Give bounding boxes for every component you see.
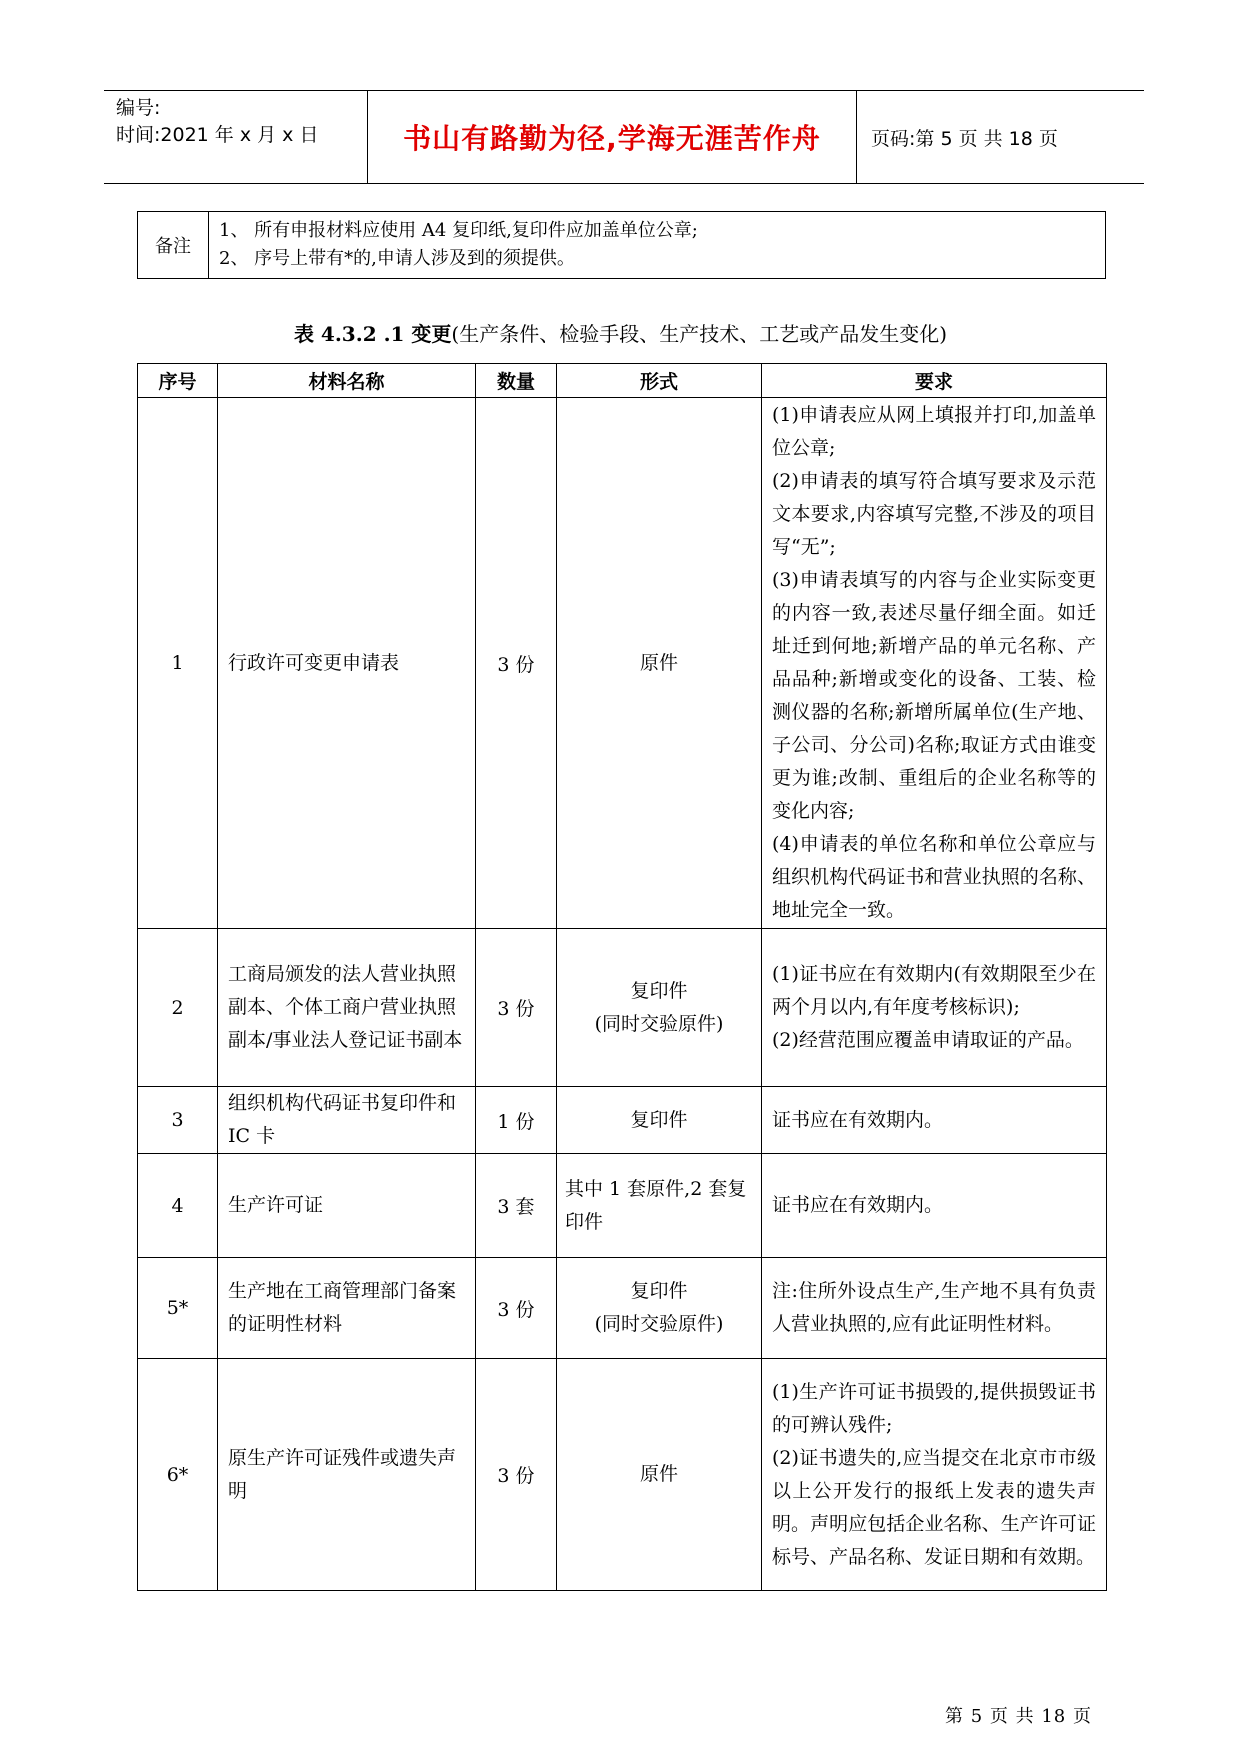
page-footer: 第 5 页 共 18 页 bbox=[945, 1706, 1092, 1727]
row-form: 原件 bbox=[557, 1359, 762, 1591]
req-item: 证书应在有效期内。 bbox=[772, 1108, 944, 1131]
row-name: 生产地在工商管理部门备案的证明性材料 bbox=[218, 1258, 476, 1359]
header-form: 形式 bbox=[557, 364, 762, 398]
header-no: 序号 bbox=[138, 364, 218, 398]
table-caption-rest: (生产条件、检验手段、生产技术、工艺或产品发生变化) bbox=[451, 322, 948, 346]
table-row bbox=[138, 1154, 1107, 1258]
row-no: 4 bbox=[138, 1154, 218, 1258]
row-no: 6* bbox=[138, 1359, 218, 1591]
row-no: 5* bbox=[138, 1258, 218, 1359]
note-line: 1、 所有申报材料应使用 A4 复印纸,复印件应加盖单位公章; bbox=[219, 220, 698, 241]
row-form: 其中 1 套原件,2 套复印件 bbox=[557, 1154, 762, 1258]
table-row bbox=[138, 1258, 1107, 1359]
page-header bbox=[104, 90, 1144, 184]
req-item: (1)生产许可证书损毁的,提供损毁证书的可辨认残件; bbox=[772, 1380, 1096, 1436]
req-item: (2)申请表的填写符合填写要求及示范文本要求,内容填写完整,不涉及的项目写“无”; bbox=[772, 470, 1096, 558]
row-req bbox=[762, 929, 1107, 1087]
row-req bbox=[762, 1359, 1107, 1591]
row-form bbox=[557, 929, 762, 1087]
row-form bbox=[557, 1258, 762, 1359]
row-req bbox=[762, 1258, 1107, 1359]
table-caption bbox=[0, 318, 1241, 347]
form-note: (同时交验原件) bbox=[594, 1313, 724, 1335]
note-body bbox=[209, 212, 1106, 279]
row-qty: 1 份 bbox=[476, 1087, 557, 1154]
form-text: 复印件 bbox=[630, 979, 688, 1002]
table-row bbox=[138, 1087, 1107, 1154]
row-name: 组织机构代码证书复印件和 IC 卡 bbox=[218, 1087, 476, 1154]
note-table bbox=[137, 211, 1106, 279]
materials-table bbox=[137, 363, 1107, 1591]
row-name: 原生产许可证残件或遗失声明 bbox=[218, 1359, 476, 1591]
row-form: 原件 bbox=[557, 398, 762, 929]
row-qty: 3 份 bbox=[476, 398, 557, 929]
row-req bbox=[762, 1154, 1107, 1258]
table-row bbox=[138, 929, 1107, 1087]
header-name: 材料名称 bbox=[218, 364, 476, 398]
row-form: 复印件 bbox=[557, 1087, 762, 1154]
row-qty: 3 份 bbox=[476, 1258, 557, 1359]
form-note: (同时交验原件) bbox=[594, 1012, 724, 1035]
note-label: 备注 bbox=[138, 212, 209, 279]
table-caption-bold: 表 4.3.2 .1 变更 bbox=[293, 322, 452, 346]
row-qty: 3 份 bbox=[476, 929, 557, 1087]
header-req: 要求 bbox=[762, 364, 1107, 398]
req-item: (3)申请表填写的内容与企业实际变更的内容一致,表述尽量仔细全面。如迁址迁到何地;新增产品的单元名称、产品品种;新增或变化的设备、工装、检测仪器的名称;新增所属单位(生产地、子公司、分公司)名称;取证方式由谁变更为谁;改制、重组后的企业名称等的变化内容; bbox=[772, 569, 1096, 822]
row-name: 生产许可证 bbox=[218, 1154, 476, 1258]
row-name: 工商局颁发的法人营业执照副本、个体工商户营业执照副本/事业法人登记证书副本 bbox=[218, 929, 476, 1087]
req-item: (2)证书遗失的,应当提交在北京市市级以上公开发行的报纸上发表的遗失声明。声明应包括企业名称、生产许可证标号、产品名称、发证日期和有效期。 bbox=[772, 1446, 1096, 1568]
row-no: 1 bbox=[138, 398, 218, 929]
row-name: 行政许可变更申请表 bbox=[218, 398, 476, 929]
row-req bbox=[762, 398, 1107, 929]
row-qty: 3 份 bbox=[476, 1359, 557, 1591]
table-row bbox=[138, 1359, 1107, 1591]
row-req bbox=[762, 1087, 1107, 1154]
req-item: (1)申请表应从网上填报并打印,加盖单位公章; bbox=[772, 404, 1096, 459]
req-item: (4)申请表的单位名称和单位公章应与组织机构代码证书和营业执照的名称、地址完全一致。 bbox=[772, 833, 1096, 921]
number-label: 编号: bbox=[116, 97, 161, 119]
form-text: 复印件 bbox=[630, 1280, 688, 1302]
time-label: 时间:2021 年 x 月 x 日 bbox=[116, 124, 319, 146]
req-item: (1)证书应在有效期内(有效期限至少在两个月以内,有年度考核标识); bbox=[772, 963, 1096, 1018]
table-row bbox=[138, 398, 1107, 929]
header-motto: 书山有路勤为径,学海无涯苦作舟 bbox=[368, 91, 857, 183]
note-line: 2、 序号上带有*的,申请人涉及到的须提供。 bbox=[219, 248, 575, 269]
req-item: 注:住所外设点生产,生产地不具有负责人营业执照的,应有此证明性材料。 bbox=[772, 1280, 1096, 1335]
row-no: 2 bbox=[138, 929, 218, 1087]
row-no: 3 bbox=[138, 1087, 218, 1154]
req-item: (2)经营范围应覆盖申请取证的产品。 bbox=[772, 1029, 1084, 1051]
table-header-row bbox=[138, 364, 1107, 398]
header-meta bbox=[104, 91, 368, 183]
header-qty: 数量 bbox=[476, 364, 557, 398]
row-qty: 3 套 bbox=[476, 1154, 557, 1258]
header-page-info: 页码:第 5 页 共 18 页 bbox=[871, 127, 1058, 150]
req-item: 证书应在有效期内。 bbox=[772, 1194, 944, 1216]
